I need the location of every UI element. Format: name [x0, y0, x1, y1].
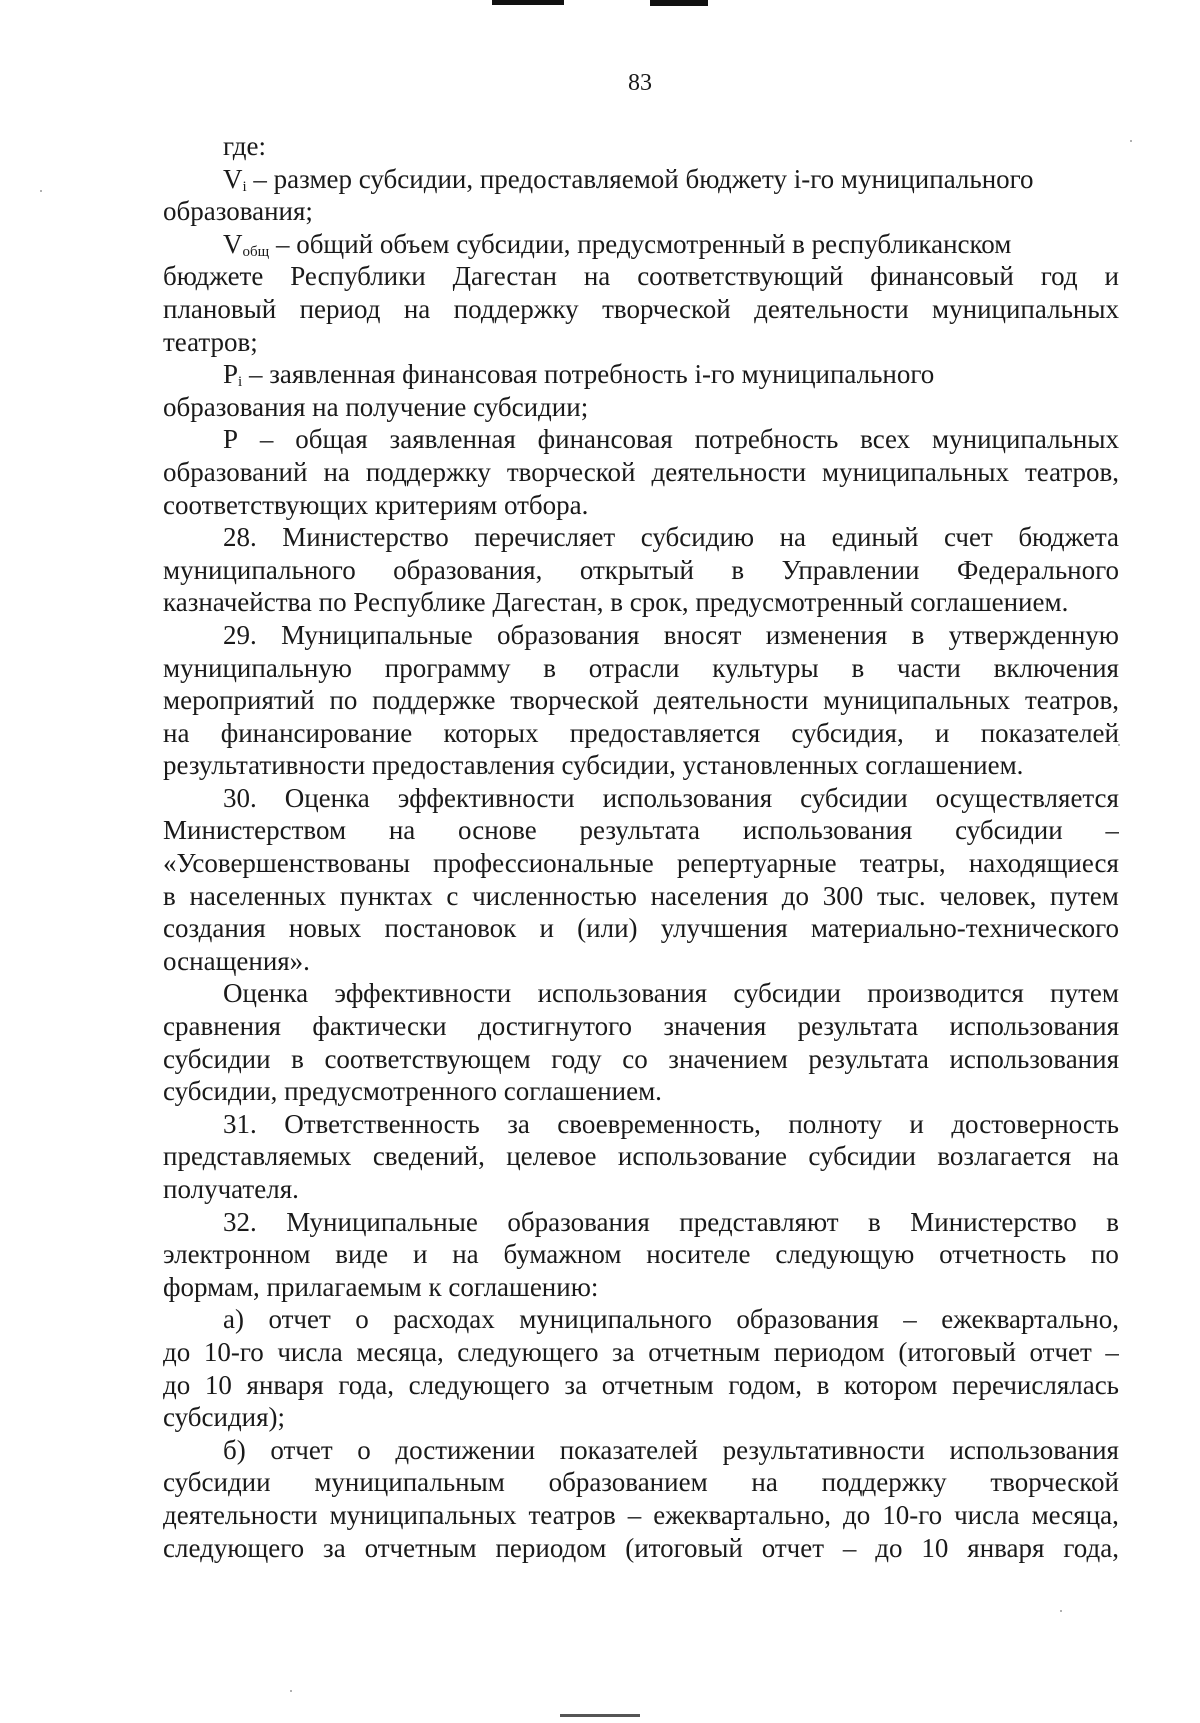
word: Министерство: [910, 1206, 1077, 1237]
word: значения: [663, 1011, 767, 1042]
word: января: [246, 1369, 324, 1400]
word: использования: [949, 1043, 1119, 1074]
text-line: [163, 1369, 1119, 1402]
word: за: [323, 1532, 346, 1563]
word: –: [842, 1532, 857, 1563]
text-line: [163, 880, 1119, 913]
word: расходах: [393, 1304, 495, 1335]
word: перечисляет: [474, 522, 616, 553]
word: включения: [993, 652, 1119, 683]
word: 300: [822, 880, 864, 911]
word: культуры: [712, 652, 819, 683]
word: постановок: [384, 913, 517, 944]
word: 32.: [223, 1206, 257, 1237]
word: муниципального: [163, 554, 356, 585]
word: года,: [1063, 1532, 1119, 1563]
word: отчет: [761, 1532, 825, 1563]
word: Дагестан: [452, 261, 557, 292]
word: Оценка: [223, 978, 309, 1009]
text-line: [163, 521, 1119, 554]
word: результативности: [722, 1434, 925, 1465]
word: ежеквартально,: [653, 1499, 831, 1530]
word: 10-го: [203, 1336, 264, 1367]
word: по: [329, 685, 358, 716]
variable-symbol: P: [223, 359, 239, 390]
word: поддержку: [453, 293, 579, 324]
word: (итоговый: [625, 1532, 743, 1563]
scan-speck: [40, 190, 42, 192]
word: деятельности: [653, 685, 809, 716]
text-line-rest: – общий объем субсидии, предусмотренный в республиканском: [269, 228, 1012, 259]
word: отчет: [1029, 1336, 1092, 1367]
word: виде: [335, 1239, 389, 1270]
text-line: формам, прилагаемым к соглашению:: [163, 1271, 599, 1302]
text-line: субсидия);: [163, 1402, 286, 1433]
word: муниципальных: [822, 456, 1009, 487]
word: результата: [579, 815, 701, 846]
word: до: [842, 1499, 871, 1530]
text-line: [163, 1043, 1119, 1076]
word: и: [412, 1239, 428, 1270]
word: до: [163, 1336, 191, 1367]
word: путем: [1050, 880, 1119, 911]
variable-subscript: i: [238, 374, 243, 391]
text-line: [163, 1532, 1119, 1565]
word: использование: [617, 1141, 787, 1172]
word: эффективности: [397, 782, 575, 813]
text-line: [163, 228, 1119, 261]
word: по: [1090, 1239, 1119, 1270]
word: электронном: [163, 1239, 311, 1270]
text-line: [163, 554, 1119, 587]
text-line: [163, 456, 1119, 489]
word: в: [543, 652, 556, 683]
word: 31.: [223, 1108, 257, 1139]
word: образования,: [393, 554, 543, 585]
word: субсидии: [163, 1467, 271, 1498]
word: числа: [277, 1336, 343, 1367]
text-line: казначейства по Республике Дагестан, в срок, предусмотренный соглашением.: [163, 587, 1069, 618]
word: изменения: [765, 619, 888, 650]
word: отчетным: [601, 1369, 714, 1400]
word: Муниципальные: [286, 1206, 478, 1237]
word: на: [403, 293, 431, 324]
word: поддержке: [372, 685, 496, 716]
word: носителе: [646, 1239, 751, 1270]
word: на: [1092, 1141, 1119, 1172]
word: за: [507, 1108, 530, 1139]
word: осуществляется: [935, 782, 1119, 813]
word: основе: [458, 815, 537, 846]
word: котором: [844, 1369, 938, 1400]
word: использования: [742, 815, 913, 846]
word: счет: [943, 522, 993, 553]
word: 28.: [223, 522, 257, 553]
word: отчетным: [364, 1532, 477, 1563]
word: показателей: [559, 1434, 698, 1465]
word: годом,: [728, 1369, 803, 1400]
text-line: [163, 293, 1119, 326]
word: муниципальных: [329, 1499, 517, 1530]
word: муниципальную: [163, 652, 352, 683]
word: периодом: [495, 1532, 607, 1563]
scan-speck: [290, 1690, 292, 1692]
text-line: [163, 652, 1119, 685]
text-line: соответствующих критериям отбора.: [163, 489, 589, 520]
word: 10-го: [882, 1499, 943, 1530]
word: со: [622, 1043, 648, 1074]
word: «Усовершенствованы: [163, 848, 410, 879]
text-line: образования на получение субсидии;: [163, 391, 589, 422]
scan-mark: [560, 1714, 640, 1717]
word: единый: [831, 522, 919, 553]
word: P: [223, 424, 239, 455]
word: на: [779, 522, 807, 553]
document-body: [163, 130, 1119, 1564]
word: образования: [507, 1206, 650, 1237]
word: б): [223, 1434, 246, 1465]
word: финансовая: [537, 424, 673, 455]
word: деятельности: [754, 293, 909, 324]
word: –: [259, 424, 274, 455]
word: всех: [860, 424, 911, 455]
text-line: [163, 814, 1119, 847]
word: новых: [288, 913, 362, 944]
word: –: [1105, 815, 1119, 846]
word: в: [851, 652, 865, 683]
word: образования: [497, 619, 640, 650]
word: финансовый: [870, 261, 1014, 292]
word: плановый: [163, 293, 277, 324]
text-line: оснащения».: [163, 945, 310, 976]
word: субсидия,: [791, 717, 904, 748]
word: улучшения: [660, 913, 788, 944]
word: за: [612, 1336, 635, 1367]
word: Ответственность: [284, 1108, 480, 1139]
word: муниципальных: [932, 424, 1119, 455]
word: эффективности: [334, 978, 512, 1009]
word: значением: [668, 1043, 788, 1074]
word: и: [909, 1108, 924, 1139]
variable-symbol: V: [223, 228, 243, 259]
word: бумажном: [503, 1239, 622, 1270]
word: целевое: [506, 1141, 597, 1172]
text-line-rest: – заявленная финансовая потребность i-го муниципального: [242, 359, 935, 390]
text-line: [163, 1238, 1119, 1271]
word: бюджета: [1018, 522, 1119, 553]
word: создания: [163, 913, 266, 944]
text-line: [163, 782, 1119, 815]
scan-mark: [650, 0, 708, 6]
text-line: [163, 423, 1119, 456]
word: театров,: [1024, 456, 1119, 487]
word: финансирование: [220, 717, 413, 748]
word: фактически: [312, 1011, 447, 1042]
word: поддержку: [365, 456, 491, 487]
word: Министерством: [163, 815, 347, 846]
word: которых: [443, 717, 539, 748]
word: период: [299, 293, 381, 324]
text-line: [163, 977, 1119, 1010]
word: творческой: [990, 1467, 1119, 1498]
word: Федерального: [956, 554, 1119, 585]
word: год: [1040, 261, 1078, 292]
variable-subscript: i: [242, 178, 247, 195]
word: субсидии: [163, 1043, 271, 1074]
word: человек,: [939, 880, 1037, 911]
word: находящиеся: [968, 848, 1119, 879]
word: в: [868, 1206, 881, 1237]
word: и: [934, 717, 950, 748]
word: 10: [204, 1369, 232, 1400]
word: –: [903, 1304, 917, 1335]
word: поддержку: [821, 1467, 947, 1498]
word: утвержденную: [948, 619, 1119, 650]
word: части: [897, 652, 961, 683]
word: населения: [650, 880, 769, 911]
word: соответствующий: [637, 261, 844, 292]
word: а): [223, 1304, 244, 1335]
word: и: [539, 913, 554, 944]
word: использования: [537, 978, 708, 1009]
word: образованием: [548, 1467, 708, 1498]
word: достигнутого: [477, 1011, 632, 1042]
word: на: [163, 717, 190, 748]
word: производится: [867, 978, 1024, 1009]
word: в: [816, 1369, 830, 1400]
word: 30.: [223, 782, 257, 813]
word: вносят: [663, 619, 742, 650]
word: сравнения: [163, 1011, 281, 1042]
text-line: [163, 358, 1119, 391]
word: творческой: [602, 293, 731, 324]
word: результата: [797, 1011, 919, 1042]
word: субсидии: [800, 782, 908, 813]
word: отрасли: [588, 652, 680, 683]
text-line: [163, 847, 1119, 880]
word: 10: [921, 1532, 949, 1563]
word: –: [1105, 1336, 1119, 1367]
word: использования: [949, 1434, 1119, 1465]
word: населенных: [189, 880, 327, 911]
word: субсидии: [955, 815, 1063, 846]
text-line: [163, 260, 1119, 293]
word: образований: [163, 456, 308, 487]
word: предоставляется: [569, 717, 761, 748]
page-number: 83: [628, 70, 652, 96]
word: отчет: [270, 1434, 333, 1465]
word: следующую: [775, 1239, 915, 1270]
word: января: [967, 1532, 1045, 1563]
word: достоверность: [951, 1108, 1119, 1139]
word: в: [163, 880, 176, 911]
word: месяца,: [356, 1336, 444, 1367]
word: использования: [949, 1011, 1119, 1042]
word: численностью: [472, 880, 637, 911]
word: за: [564, 1369, 588, 1400]
text-line: [163, 1303, 1119, 1336]
word: в: [1106, 1206, 1119, 1237]
word: представляют: [679, 1206, 839, 1237]
word: периодом: [773, 1336, 885, 1367]
word: общая: [295, 424, 368, 455]
word: года,: [338, 1369, 394, 1400]
word: бюджете: [163, 261, 264, 292]
word: Министерство: [282, 522, 449, 553]
text-line: [163, 912, 1119, 945]
text-line: [163, 717, 1119, 750]
text-line: театров;: [163, 326, 258, 357]
word: театров,: [1024, 685, 1119, 716]
word: числа: [954, 1499, 1020, 1530]
word: Муниципальные: [281, 619, 473, 650]
word: до: [875, 1532, 903, 1563]
word: своевременность,: [557, 1108, 761, 1139]
text-line: где:: [223, 131, 266, 161]
word: в: [291, 1043, 304, 1074]
word: отчетность: [939, 1239, 1067, 1270]
word: (или): [577, 913, 638, 944]
word: месяца,: [1031, 1499, 1119, 1530]
text-line: получателя.: [163, 1174, 299, 1204]
word: –: [627, 1499, 642, 1530]
word: творческой: [506, 456, 636, 487]
word: и: [1104, 261, 1119, 292]
text-line: [163, 619, 1119, 652]
word: о: [355, 1304, 369, 1335]
word: представляемых: [163, 1141, 352, 1172]
text-line: [163, 163, 1119, 196]
word: муниципального: [519, 1304, 712, 1335]
word: сведений,: [372, 1141, 485, 1172]
word: показателей: [980, 717, 1119, 748]
text-line: [163, 1140, 1119, 1173]
word: тыс.: [876, 880, 926, 911]
variable-symbol: V: [223, 163, 243, 194]
word: муниципальным: [314, 1467, 505, 1498]
text-line: [163, 1466, 1119, 1499]
word: заявленная: [389, 424, 516, 455]
word: профессиональные: [433, 848, 654, 879]
scan-speck: [1060, 1610, 1062, 1612]
word: путем: [1050, 978, 1119, 1009]
word: соответствующем: [324, 1043, 531, 1074]
word: материально-технического: [810, 913, 1119, 944]
word: образования: [736, 1304, 879, 1335]
word: на: [323, 456, 350, 487]
word: деятельности: [651, 456, 807, 487]
word: в: [911, 619, 925, 650]
word: пунктах: [339, 880, 433, 911]
scan-mark: [492, 0, 564, 5]
text-line: [163, 1336, 1119, 1369]
word: следующего: [457, 1336, 599, 1367]
word: до: [163, 1369, 191, 1400]
word: театров: [528, 1499, 616, 1530]
word: на: [751, 1467, 778, 1498]
word: Управлении: [781, 554, 920, 585]
word: полноту: [788, 1108, 882, 1139]
word: возлагается: [937, 1141, 1072, 1172]
word: отчетным: [648, 1336, 761, 1367]
word: на: [388, 815, 416, 846]
word: театры,: [859, 848, 946, 879]
text-line: образования;: [163, 196, 313, 227]
text-line: результативности предоставления субсидии, установленных соглашением.: [163, 750, 1024, 781]
word: результата: [808, 1043, 929, 1074]
word: 29.: [223, 619, 257, 650]
word: перечислялась: [952, 1369, 1119, 1400]
word: субсидию: [640, 522, 755, 553]
word: следующего: [163, 1532, 305, 1563]
word: до: [781, 880, 810, 911]
word: субсидии: [808, 1141, 916, 1172]
word: году: [551, 1043, 602, 1074]
text-line: [163, 1434, 1119, 1467]
text-line: [163, 1206, 1119, 1239]
word: муниципальных: [823, 685, 1011, 716]
scan-speck: [1130, 140, 1132, 142]
word: субсидии: [733, 978, 841, 1009]
word: на: [583, 261, 611, 292]
word: Республики: [290, 261, 426, 292]
word: программу: [384, 652, 511, 683]
word: о: [357, 1434, 371, 1465]
variable-subscript: общ: [242, 243, 270, 260]
text-line: [163, 684, 1119, 717]
word: Оценка: [284, 782, 370, 813]
word: репертуарные: [676, 848, 837, 879]
text-line: [163, 1010, 1119, 1043]
word: (итоговый: [898, 1336, 1016, 1367]
word: на: [452, 1239, 479, 1270]
word: открытый: [579, 554, 694, 585]
word: мероприятий: [163, 685, 315, 716]
word: достижении: [395, 1434, 536, 1465]
word: отчет: [268, 1304, 331, 1335]
word: творческой: [510, 685, 639, 716]
word: потребность: [694, 424, 839, 455]
word: деятельности: [163, 1499, 318, 1530]
text-line: субсидии, предусмотренного соглашением.: [163, 1076, 662, 1107]
word: следующего: [408, 1369, 550, 1400]
text-line: [163, 1108, 1119, 1141]
word: с: [446, 880, 459, 911]
text-line: [163, 1499, 1119, 1532]
word: ежеквартально,: [941, 1304, 1119, 1335]
word: муниципальных: [932, 293, 1119, 324]
text-line-rest: – размер субсидии, предоставляемой бюджету i-го муниципального: [246, 163, 1034, 194]
word: использования: [602, 782, 773, 813]
word: в: [731, 554, 745, 585]
